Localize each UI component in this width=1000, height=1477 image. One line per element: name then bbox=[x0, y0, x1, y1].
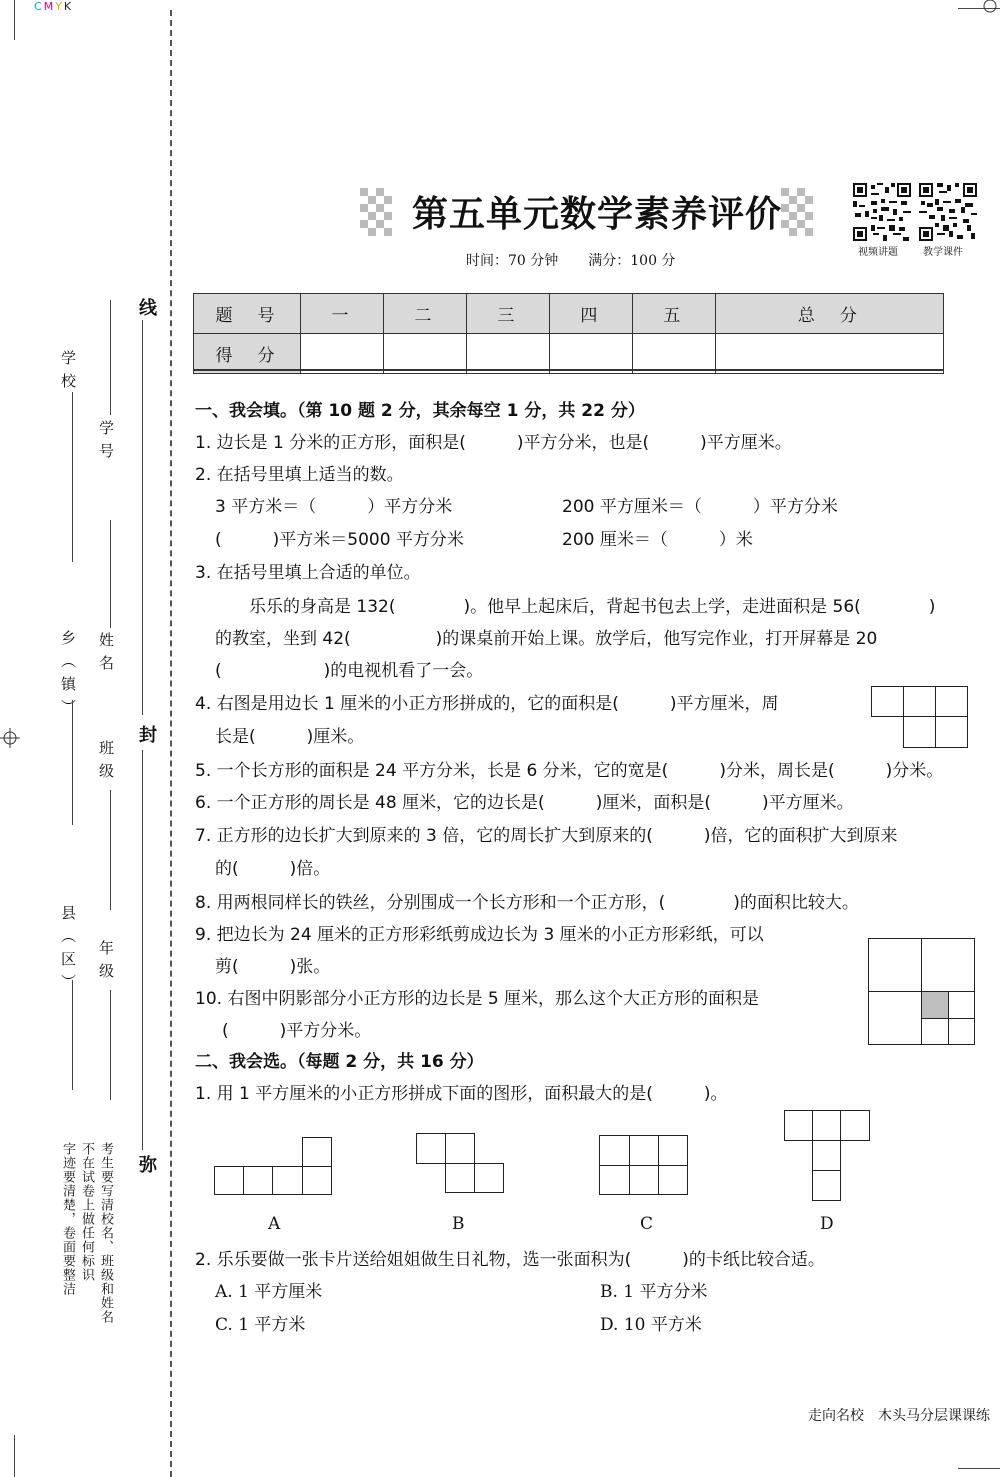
grid-cell bbox=[629, 1165, 659, 1195]
grid-cell bbox=[868, 938, 922, 992]
score-table-cell: 五 bbox=[632, 294, 715, 334]
grid-cell bbox=[921, 1018, 949, 1045]
grid-cell bbox=[868, 991, 922, 1045]
grid-cell bbox=[214, 1166, 244, 1195]
checker-decoration-icon bbox=[360, 188, 392, 236]
qr-label-courseware: 教学课件 bbox=[923, 247, 963, 258]
cmyk-marks bbox=[34, 0, 73, 13]
question-3: 3. 在括号里填上合适的单位。 bbox=[195, 563, 421, 583]
grid-cell bbox=[302, 1166, 332, 1195]
question-7-line1: 7. 正方形的边长扩大到原来的 3 倍，它的周长扩大到原来的( )倍，它的面积扩大到原来 bbox=[195, 826, 898, 846]
score-table bbox=[193, 293, 944, 374]
field-town-line[interactable] bbox=[72, 700, 73, 825]
binding-notes bbox=[58, 1142, 115, 1324]
field-class-label: 班级 bbox=[97, 740, 115, 786]
grid-cell bbox=[812, 1170, 841, 1201]
grid-cell bbox=[812, 1140, 841, 1171]
s2-question-2: 2. 乐乐要做一张卡片送给姐姐做生日礼物，选一张面积为( )的卡纸比较合适。 bbox=[195, 1250, 825, 1270]
question-9-line2: 剪( )张。 bbox=[215, 957, 331, 977]
shape-d[interactable] bbox=[784, 1110, 870, 1201]
grid-cell bbox=[474, 1163, 504, 1193]
question-9-line1: 9. 把边长为 24 厘米的正方形彩纸剪成边长为 3 厘米的小正方形彩纸，可以 bbox=[195, 925, 764, 945]
question-7-line2: 的( )倍。 bbox=[215, 859, 331, 879]
question-1: 1. 边长是 1 分米的正方形，面积是( )平方分米，也是( )平方厘米。 bbox=[195, 433, 792, 453]
qr-label-video: 视频讲题 bbox=[858, 247, 898, 258]
field-county-line[interactable] bbox=[72, 980, 73, 1090]
grid-cell bbox=[658, 1165, 688, 1195]
question-3-line1: 乐乐的身高是 132( )。他早上起床后，背起书包去上学，走进面积是 56( ) bbox=[215, 597, 936, 617]
score-input-cell[interactable] bbox=[632, 334, 715, 374]
question-2d: 200 厘米＝（ ）米 bbox=[562, 530, 753, 550]
question-10-line2: ( )平方分米。 bbox=[222, 1021, 372, 1041]
score-input-cell[interactable] bbox=[466, 334, 549, 374]
grid-cell bbox=[445, 1163, 475, 1193]
grid-cell bbox=[658, 1135, 688, 1166]
field-class-line[interactable] bbox=[110, 790, 111, 910]
qr-code-icon[interactable] bbox=[919, 183, 977, 241]
field-school-label: 学校 bbox=[59, 350, 77, 396]
shape-b[interactable] bbox=[416, 1133, 504, 1193]
exam-info bbox=[466, 250, 705, 270]
cmyk-y: Y bbox=[55, 0, 64, 13]
checker-decoration-icon bbox=[781, 188, 813, 236]
binding-line bbox=[142, 750, 143, 1150]
seal-word-mi: 弥 bbox=[136, 1155, 157, 1173]
shape-label-b: B bbox=[452, 1214, 465, 1234]
score-table-cell: 得 分 bbox=[194, 334, 301, 374]
seal-word-xian: 线 bbox=[136, 298, 157, 316]
note-1: 考生要写清校名、班级和姓名 bbox=[98, 1142, 113, 1324]
s2-question-1: 1. 用 1 平方厘米的小正方形拼成下面的图形，面积最大的是( )。 bbox=[195, 1084, 728, 1104]
field-name-label: 姓名 bbox=[97, 632, 115, 678]
table-rule bbox=[193, 369, 944, 371]
grid-cell bbox=[871, 686, 904, 717]
score-input-cell[interactable] bbox=[383, 334, 466, 374]
shape-a[interactable] bbox=[214, 1137, 332, 1195]
page-title: 第五单元数学素养评价 bbox=[412, 194, 783, 235]
grid-cell bbox=[948, 1018, 975, 1045]
grid-cell bbox=[302, 1137, 332, 1167]
field-student-no-line[interactable] bbox=[110, 300, 111, 415]
option-a[interactable]: A. 1 平方厘米 bbox=[215, 1282, 323, 1302]
score-table-cell: 二 bbox=[383, 294, 466, 334]
cmyk-m: M bbox=[43, 0, 56, 13]
field-grade-line[interactable] bbox=[110, 990, 111, 1100]
seal-word-feng: 封 bbox=[136, 725, 157, 743]
section2-heading: 二、我会选。（每题 2 分，共 16 分） bbox=[195, 1052, 484, 1072]
cmyk-k: K bbox=[63, 0, 74, 13]
crop-mark bbox=[958, 1468, 1000, 1469]
question-6: 6. 一个正方形的周长是 48 厘米，它的边长是( )厘米，面积是( )平方厘米。 bbox=[195, 793, 854, 813]
note-3: 字迹要清楚，卷面要整洁 bbox=[60, 1142, 75, 1296]
field-grade-label: 年级 bbox=[97, 940, 115, 986]
question-3-line3: ( )的电视机看了一会。 bbox=[215, 661, 484, 681]
binding-line bbox=[142, 320, 143, 715]
grid-cell bbox=[840, 1110, 870, 1141]
field-name-line[interactable] bbox=[110, 520, 111, 628]
question-10-line1: 10. 右图中阴影部分小正方形的边长是 5 厘米，那么这个大正方形的面积是 bbox=[195, 989, 760, 1009]
question-2: 2. 在括号里填上适当的数。 bbox=[195, 465, 404, 485]
crop-mark bbox=[14, 0, 15, 40]
grid-cell bbox=[416, 1133, 446, 1164]
question-2a: 3 平方米＝（ ）平方分米 bbox=[215, 497, 453, 517]
exam-full-score: 满分：100 分 bbox=[588, 253, 676, 269]
shape-label-a: A bbox=[268, 1214, 281, 1234]
grid-cell bbox=[948, 991, 975, 1019]
note-2: 不在试卷上做任何标识 bbox=[79, 1142, 94, 1282]
field-school-line[interactable] bbox=[72, 392, 73, 562]
grid-cell bbox=[599, 1135, 630, 1166]
question-8: 8. 用两根同样长的铁丝，分别围成一个长方形和一个正方形，( )的面积比较大。 bbox=[195, 893, 859, 913]
binding-dash-line bbox=[170, 10, 172, 1477]
qr-code-icon[interactable] bbox=[853, 183, 911, 241]
q10-figure bbox=[868, 938, 975, 1045]
shape-label-d: D bbox=[820, 1214, 834, 1234]
score-table-cell: 三 bbox=[466, 294, 549, 334]
option-b[interactable]: B. 1 平方分米 bbox=[600, 1282, 708, 1302]
crop-mark bbox=[14, 1435, 15, 1477]
score-table-cell: 一 bbox=[301, 294, 384, 334]
shaded-square bbox=[921, 991, 949, 1019]
grid-cell bbox=[629, 1135, 659, 1166]
cmyk-c: C bbox=[34, 0, 44, 13]
section1-heading: 一、我会填。（第 10 题 2 分，其余每空 1 分，共 22 分） bbox=[195, 401, 645, 421]
score-input-cell[interactable] bbox=[549, 334, 632, 374]
option-c[interactable]: C. 1 平方米 bbox=[215, 1315, 306, 1335]
grid-cell bbox=[812, 1110, 841, 1141]
shape-label-c: C bbox=[640, 1214, 654, 1234]
grid-cell bbox=[784, 1110, 813, 1141]
grid-cell bbox=[903, 716, 936, 748]
exam-time: 时间：70 分钟 bbox=[466, 253, 559, 269]
score-table-score-row bbox=[194, 334, 944, 374]
score-input-cell[interactable] bbox=[301, 334, 384, 374]
footer-brand: 走向名校 木头马分层课课练 bbox=[808, 1408, 990, 1424]
question-3-line2: 的教室，坐到 42( )的课桌前开始上课。放学后，他写完作业，打开屏幕是 20 bbox=[215, 629, 878, 649]
question-4-line2: 长是( )厘米。 bbox=[215, 727, 365, 747]
option-d[interactable]: D. 10 平方米 bbox=[600, 1315, 702, 1335]
score-table-header-row bbox=[194, 294, 944, 334]
field-student-no-label: 学号 bbox=[97, 420, 115, 466]
field-county-label: 县（区） bbox=[59, 905, 77, 997]
registration-mark-icon bbox=[0, 728, 20, 748]
registration-mark-icon bbox=[978, 0, 1000, 16]
field-town-label: 乡（镇） bbox=[59, 630, 77, 722]
q4-figure bbox=[871, 686, 968, 748]
score-table-cell: 题 号 bbox=[194, 294, 301, 334]
question-2c: ( )平方米＝5000 平方分米 bbox=[215, 530, 464, 550]
grid-cell bbox=[243, 1166, 273, 1195]
question-4-line1: 4. 右图是用边长 1 厘米的小正方形拼成的，它的面积是( )平方厘米，周 bbox=[195, 694, 779, 714]
grid-cell bbox=[445, 1133, 475, 1164]
grid-cell bbox=[935, 716, 968, 748]
score-table-cell: 四 bbox=[549, 294, 632, 334]
grid-cell bbox=[272, 1166, 303, 1195]
grid-cell bbox=[903, 686, 936, 717]
shape-c[interactable] bbox=[599, 1135, 688, 1195]
grid-cell bbox=[921, 938, 975, 992]
grid-cell bbox=[599, 1165, 630, 1195]
score-input-cell[interactable] bbox=[715, 334, 943, 374]
question-2b: 200 平方厘米＝（ ）平方分米 bbox=[562, 497, 838, 517]
score-table-cell: 总 分 bbox=[715, 294, 943, 334]
grid-cell bbox=[935, 686, 968, 717]
question-5: 5. 一个长方形的面积是 24 平方分米，长是 6 分米，它的宽是( )分米，周长是( )分米。 bbox=[195, 761, 944, 781]
